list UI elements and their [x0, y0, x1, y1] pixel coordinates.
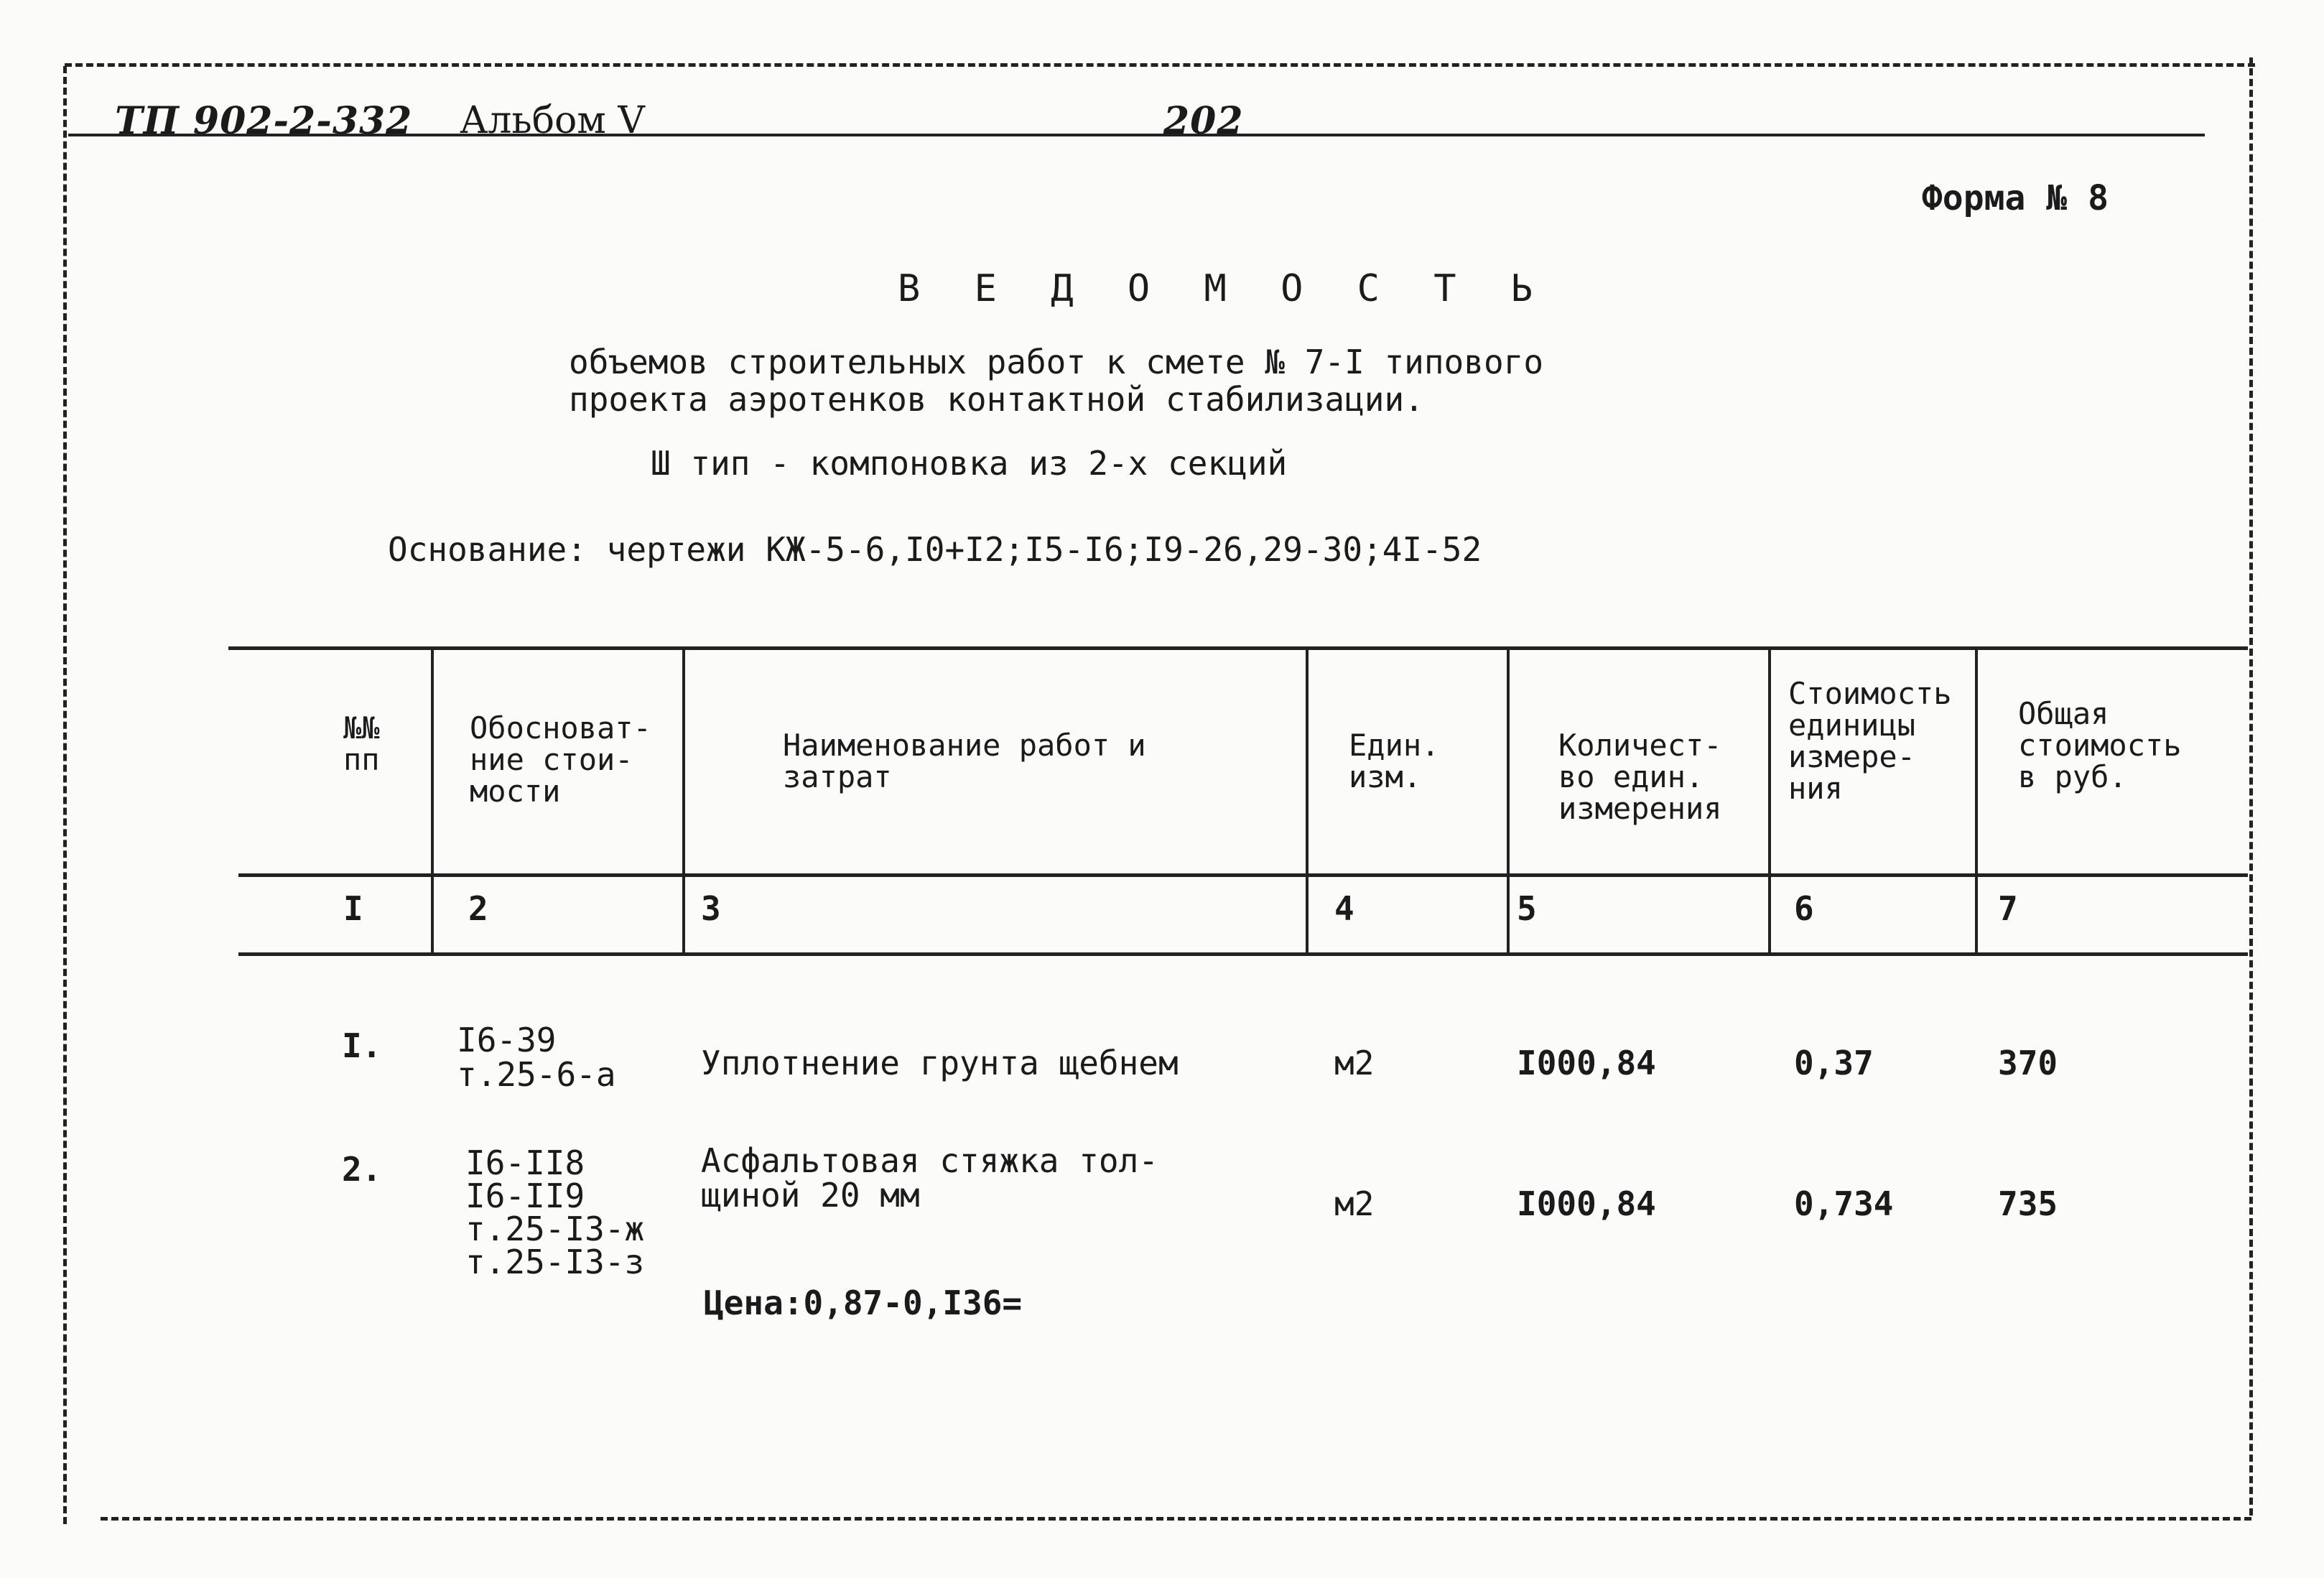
col-number-4: 4: [1334, 889, 1354, 928]
row-name: Уплотнение грунта щебнем: [701, 1044, 1179, 1082]
col-number-2: 2: [468, 889, 488, 928]
col-header-no: №№ пп: [343, 710, 380, 777]
row-number: I.: [342, 1026, 382, 1065]
basis-line: Основание: чертежи КЖ-5-6,I0+I2;I5-I6;I9-26,29-30;4I-52: [388, 530, 1482, 569]
column-divider-4: [1507, 650, 1510, 955]
document-title: В Е Д О М О С Т Ь: [898, 267, 1549, 310]
album-label: Альбом V: [460, 99, 645, 142]
row-basis: I6-II8 I6-II9 т.25-I3-ж т.25-I3-з: [465, 1143, 645, 1281]
column-divider-6: [1975, 650, 1978, 955]
col-header-total: Общая стоимость в руб.: [2018, 696, 2182, 794]
row-name: Асфальтовая стяжка тол- щиной 20 мм: [701, 1141, 1158, 1215]
col-header-unit: Един. изм.: [1349, 728, 1440, 794]
row-unit-cost: 0,37: [1794, 1044, 1874, 1082]
col-header-unit-cost: Стоимость единицы измере- ния: [1788, 676, 1952, 806]
table-top-rule: [228, 646, 2248, 650]
row-quantity: I000,84: [1517, 1184, 1656, 1223]
row-quantity: I000,84: [1517, 1044, 1656, 1082]
row-unit: м2: [1334, 1184, 1375, 1223]
table-number-rule: [238, 952, 2248, 956]
col-number-7: 7: [1998, 889, 2018, 928]
column-divider-3: [1306, 650, 1309, 955]
page-number: 202: [1163, 99, 1244, 143]
col-header-basis: Обосноват- ние стои- мости: [470, 710, 651, 809]
col-header-name: Наименование работ и затрат: [783, 728, 1146, 794]
col-number-1: I: [343, 889, 363, 928]
row-total: 370: [1998, 1044, 2058, 1082]
column-divider-2: [682, 650, 685, 955]
col-header-quantity: Количест- во един. измерения: [1558, 728, 1722, 826]
row-total: 735: [1998, 1184, 2058, 1223]
row-basis: I6-39 т.25-6-а: [457, 1021, 616, 1094]
row-number: 2.: [342, 1150, 382, 1189]
form-label: Форма № 8: [1921, 178, 2109, 218]
col-number-3: 3: [701, 889, 721, 928]
col-number-5: 5: [1517, 889, 1537, 928]
row-unit: м2: [1334, 1044, 1375, 1082]
project-code: ТП 902-2-332: [115, 99, 413, 143]
column-divider-1: [431, 650, 434, 955]
col-number-6: 6: [1794, 889, 1814, 928]
type-line: Ш тип - компоновка из 2-х секций: [651, 444, 1288, 483]
table-header-rule: [238, 873, 2248, 877]
document-subtitle: объемов строительных работ к смете № 7-I типового проекта аэротенков контактной стабилизации.: [569, 343, 1544, 419]
row-unit-cost: 0,734: [1794, 1184, 1894, 1223]
price-note: Цена:0,87-0,I36=: [704, 1284, 1023, 1322]
column-divider-5: [1768, 650, 1771, 955]
